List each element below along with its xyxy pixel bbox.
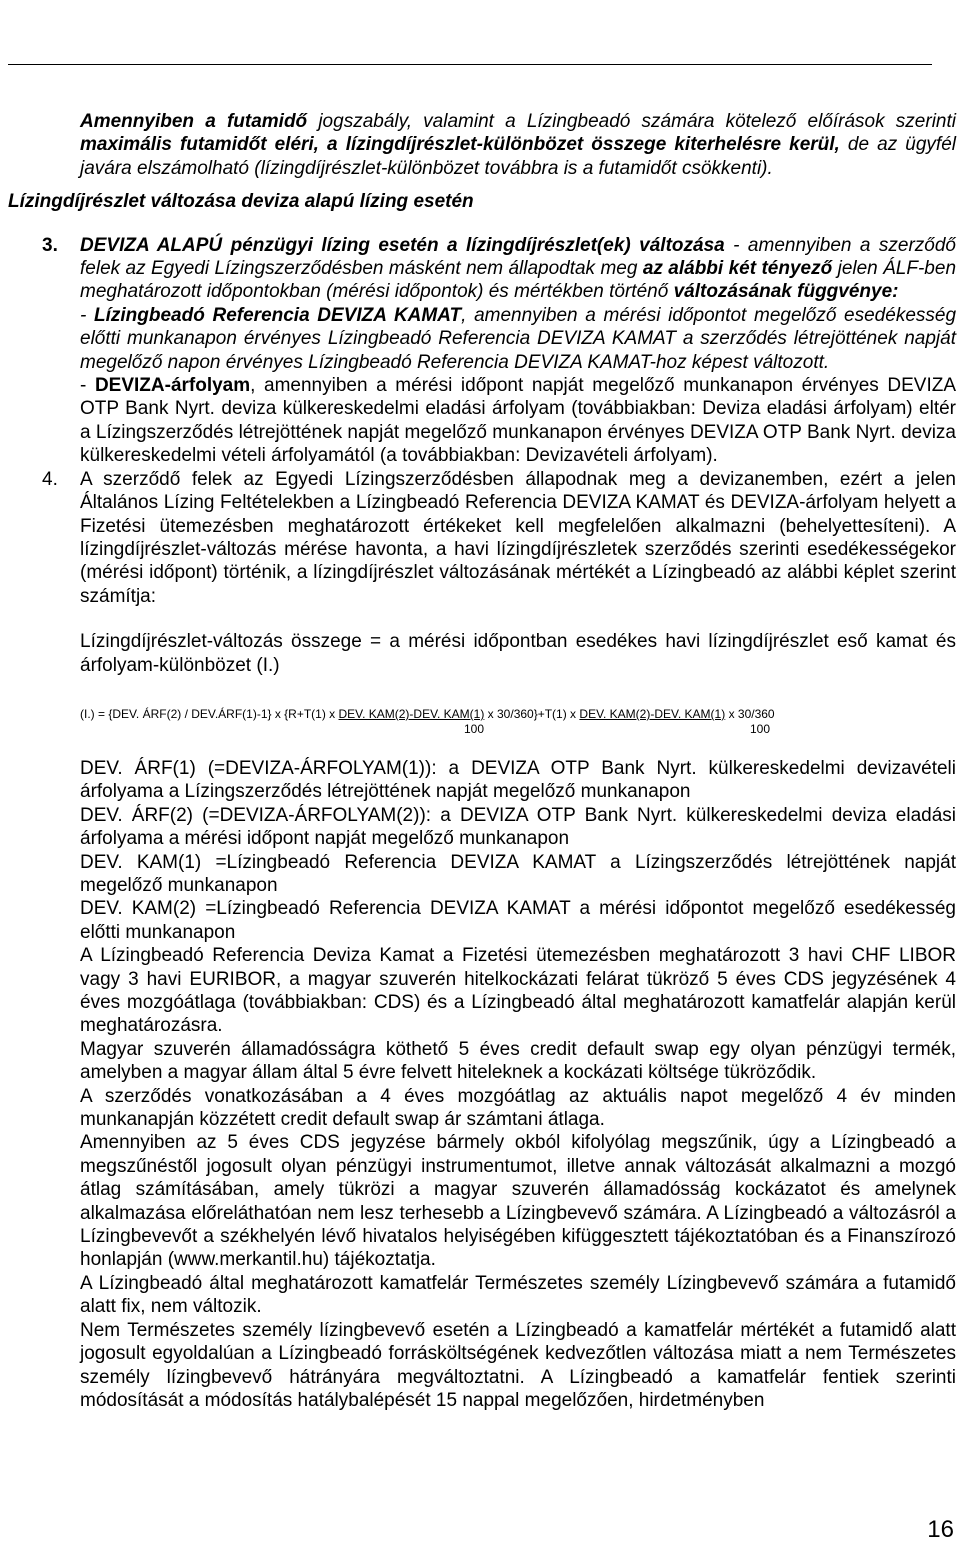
intro-paragraph [8, 110, 956, 180]
definition-item: DEV. KAM(1) =Lízingbeadó Referencia DEVIZA KAMAT a Lízingszerződés létrejöttének napját megelőző munkanapon [80, 851, 956, 896]
definition-item: DEV. ÁRF(1) (=DEVIZA-ÁRFOLYAM(1)): a DEVIZA OTP Bank Nyrt. külkereskedelmi devizavételi árfolyama a Lízingszerződés létrejöttének napját megelőző munkanapon [80, 757, 956, 803]
formula [8, 707, 956, 737]
definition-item: A Lízingbeadó Referencia Deviza Kamat a Fizetési ütemezésben meghatározott 3 havi CHF LIBOR vagy 3 havi EURIBOR, a magyar szuverén hitelkockázati felárat tükröző 5 éves CDS jegyzésének 4 éves mozgóátlaga (továbbiakban: CDS) és a Lízingbeadó által meghatározott kamatfelár alapján kerül meghatározásra. [80, 945, 956, 1037]
formula-denominators [80, 722, 956, 737]
item-3-para-3 [8, 374, 956, 468]
header-rule [8, 64, 932, 65]
intro-text-2: de az ügyfél javára elszámolható (lízingdíjrészlet-különbözet továbbra is a futamidőt csökkenti). [80, 134, 956, 179]
item-4-number: 4. [42, 468, 58, 490]
page-number: 16 [927, 1516, 954, 1543]
item-3-text-1: - amennyiben a szerződő felek az Egyedi Lízingszerződésben másként nem állapodtak meg [80, 234, 956, 280]
dash: - [80, 375, 95, 397]
formula-part: x 30/360}+T(1) x [484, 706, 580, 721]
item-3-text-3: , amennyiben a mérési időpontot megelőző esedékesség előtti munkanapon érvényes Lízingbeadó Referencia DEVIZA KAMAT a szerződés létrejöttének napját megelőző napon érvényes Lízingbeadó Referencia DEVIZA KAMAT-hoz képest változott. [80, 304, 957, 373]
definition-item: A szerződés vonatkozásában a 4 éves mozgóátlag az aktuális napot megelőző 4 év minden munkanapján közzétett credit default swap ár számtani átlaga. [80, 1085, 956, 1131]
item-3-text-2: jelen ÁLF-ben meghatározott időpontokban (mérési időpontok) és mértékben történő [80, 258, 957, 303]
definition-item: Amennyiben az 5 éves CDS jegyzése bármely okból kifolyólag megszűnik, úgy a Lízingbeadó a megszűnéstől jogosult olyan pénzügyi instrumentumot, illetve annak változását alkalmazni a mozgó átlag számításában, amely tükrözi a magyar szuverén államadósság kockázatot és amelynek alkalmazása előreláthatóan nem lesz terhesebb a Lízingbevevő számára. A Lízingbeadó a változásról a Lízingbevevőt a székhelyén lévő hivatalos helyiségében kifüggesztett tájékoztatóban és a Finanszírozó honlapján (www.merkantil.hu) tájékoztatja. [80, 1132, 956, 1271]
formula-denominator-1: 100 [464, 721, 485, 736]
definition-item: Magyar szuverén államadósságra köthető 5 éves credit default swap egy olyan pénzügyi termék, amelyben a magyar állam által 5 évre felvett hiteleknek a kockázati költsége tükröződik. [80, 1038, 956, 1084]
formula-numerator-2: DEV. KAM(2)-DEV. KAM(1) [579, 706, 726, 721]
item-4-text: A szerződő felek az Egyedi Lízingszerződésben állapodnak meg a devizanemben, ezért a jelen Általános Lízing Feltételekben a Lízingbeadó Referencia DEVIZA KAMAT és DEVIZA-árfolyam helyett a Fizetési ütemezésben meghatározott értékeket kell megfelelően alkalmazni (behelyettesíteni). A lízingdíjrészlet-változás mérése havonta, a havi lízingdíjrészletek szerződés szerinti esedékességekor (mérési időpont) történik, a lízingdíjrészlet változásának mértékét a Lízingbeadó az alábbi képlet szerint számítja: [80, 468, 956, 607]
item-3-bold-4: DEVIZA-árfolyam [94, 375, 251, 397]
intro-bold-2: maximális futamidőt eléri, a lízingdíjrészlet-különbözet összege kiterhelésre kerül, [80, 134, 840, 156]
header-date: 2012. április 5. [808, 0, 932, 21]
item-3-heading: DEVIZA ALAPÚ pénzügyi lízing esetén a lízingdíjrészlet(ek) változása [80, 234, 725, 256]
document-body [8, 110, 956, 1412]
header-company: Merkantil Car Zrt. [8, 22, 155, 43]
definition-item: Nem Természetes személy lízingbevevő esetén a Lízingbeadó a kamatfelár mértékét a futamidő alatt jogosult egyoldalúan a Lízingbeadó forrásköltségének kedvezőtlen változása miatt a nem Természetes személy lízingbevevő hátrányára megváltoztatni. A Lízingbeadó a kamatfelár fentiek szerinti módosítását a módosítás hatálybalépését 15 nappal megelőzően, hirdetményben [80, 1319, 956, 1411]
section-title: Lízingdíjrészlet változása deviza alapú lízing esetén [8, 191, 474, 213]
item-4 [8, 468, 956, 608]
item-3 [8, 234, 956, 468]
definition-item: A Lízingbeadó által meghatározott kamatfelár Természetes személy Lízingbevevő számára a futamidő alatt fix, nem változik. [80, 1272, 956, 1318]
formula-part: x 30/360 [725, 706, 775, 721]
definitions [8, 757, 956, 1412]
item-3-number: 3. [42, 234, 58, 256]
item-3-para-1 [8, 234, 956, 304]
formula-numerator-1: DEV. KAM(2)-DEV. KAM(1) [338, 706, 485, 721]
definition-item: DEV. KAM(2) =Lízingbeadó Referencia DEVIZA KAMAT a mérési időpontot megelőző esedékesség előtti munkanapon [80, 898, 956, 943]
item-3-text-4: , amennyiben a mérési időpont napját megelőző munkanapon érvényes DEVIZA OTP Bank Nyrt. deviza külkereskedelmi eladási árfolyam (továbbiakban: Deviza eladási árfolyam) eltér a Lízingszerződés létrejöttének napját megelőző munkanapon érvényes DEVIZA OTP Bank Nyrt. deviza külkereskedelmi vételi árfolyamától (a továbbiakban: Devizavételi árfolyam). [80, 375, 956, 467]
intro-text-1: jogszabály, valamint a Lízingbeadó számára kötelező előírások szerinti [307, 111, 956, 132]
item-3-para-2 [8, 304, 956, 374]
dash: - [80, 304, 94, 326]
formula-part: (I.) = {DEV. ÁRF(2) / DEV.ÁRF(1)-1} x {R+T(1) x [80, 706, 339, 721]
definition-item: DEV. ÁRF(2) (=DEVIZA-ÁRFOLYAM(2)): a DEVIZA OTP Bank Nyrt. külkereskedelmi deviza eladási árfolyama a mérési időpont napját megelőző munkanapon [80, 804, 956, 850]
item-3-bold-1: az alábbi két tényező [642, 258, 833, 280]
item-3-bold-2: változásának függvénye: [673, 281, 899, 303]
formula-line [80, 707, 956, 722]
formula-denominator-2: 100 [750, 721, 771, 736]
intro-bold-1: Amennyiben a futamidő [80, 111, 308, 132]
formula-description: Lízingdíjrészlet-változás összege = a mérési időpontban esedékes havi lízingdíjrészlet eső kamat és árfolyam-különbözet (I.) [80, 631, 956, 676]
header-title: Gépjármű zártvégű pénzügyi lízing [8, 0, 301, 21]
item-3-bold-3: Lízingbeadó Referencia DEVIZA KAMAT [94, 304, 462, 326]
